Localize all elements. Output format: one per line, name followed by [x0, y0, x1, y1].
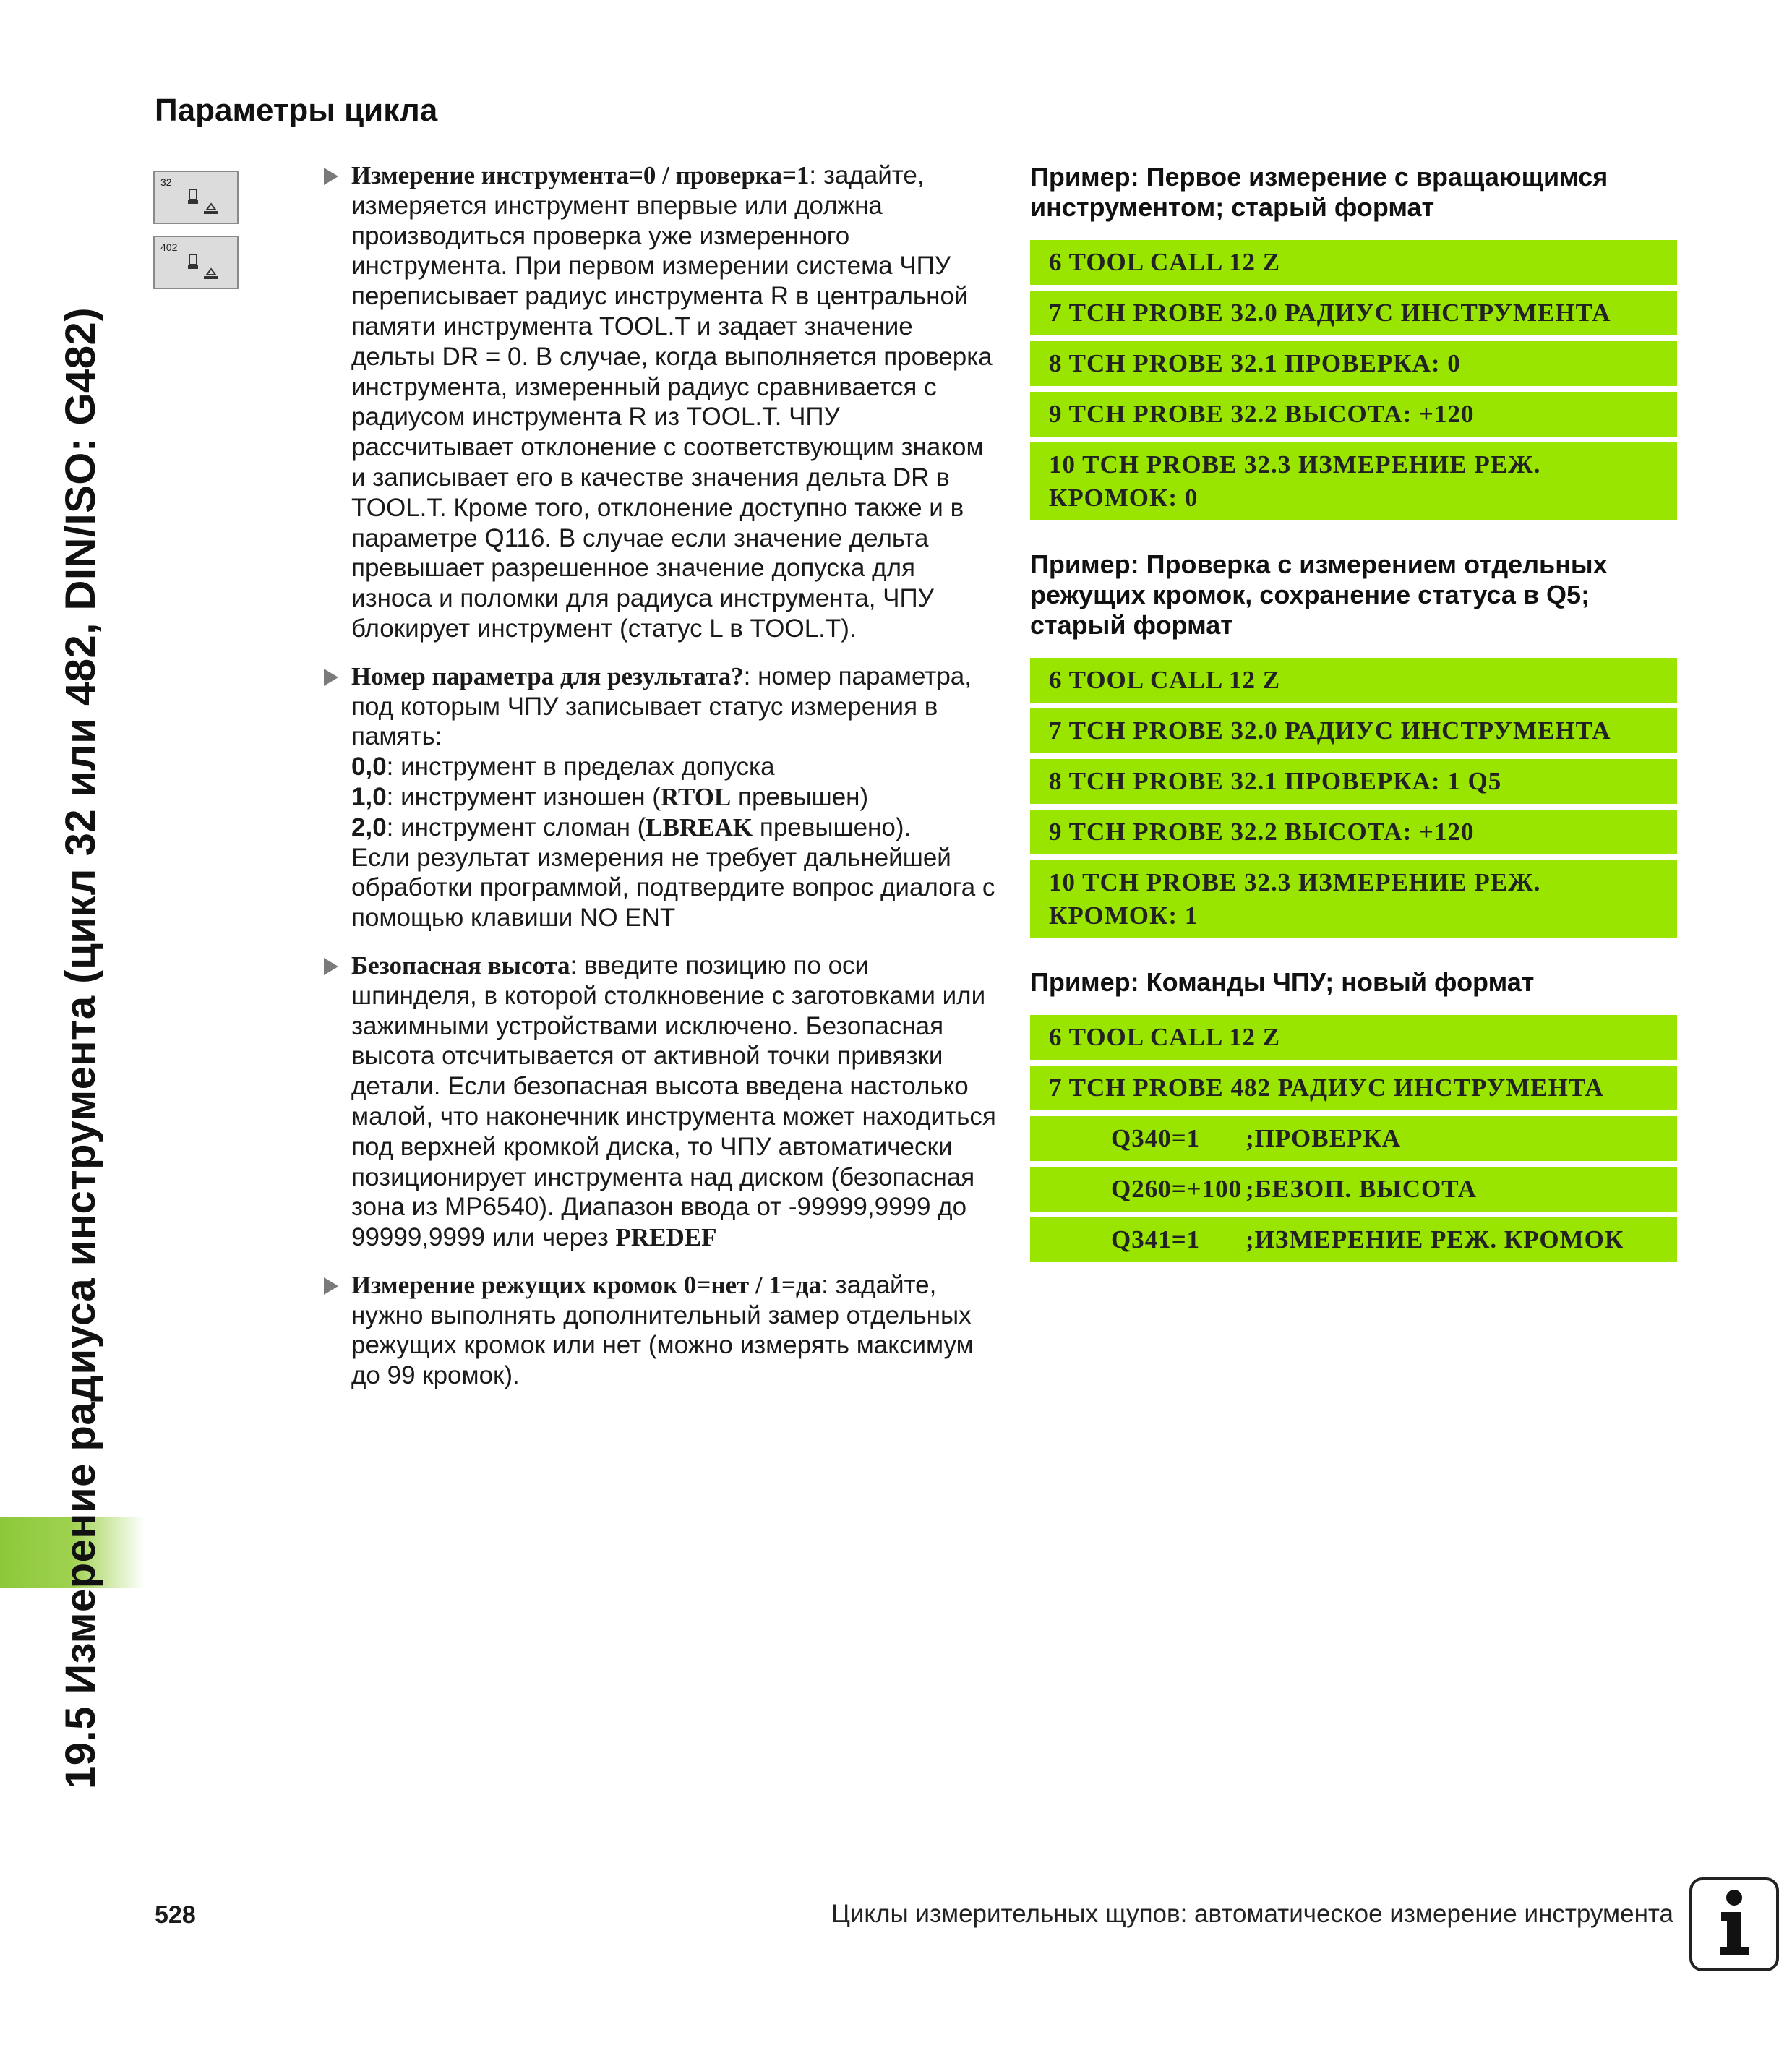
softkey-label: 32	[160, 176, 172, 188]
param-note: Если результат измерения не требует дальнейшей обработки программой, подтвердите вопрос диалога с помощью клавиши NO ENT	[351, 843, 995, 933]
param-safety-height	[324, 951, 996, 1253]
section-title: Параметры цикла	[155, 93, 438, 128]
code-line: 7 TCH PROBE 482 РАДИУС ИНСТРУМЕНТА	[1030, 1066, 1677, 1110]
example-block	[1030, 549, 1677, 938]
status-item: 1,0: инструмент изношен (RTOL превышен)	[351, 782, 869, 811]
probe-tool-radius-icon	[179, 188, 223, 221]
parameter-list	[324, 160, 996, 1408]
code-line: 8 TCH PROBE 32.1 ПРОВЕРКА: 1 Q5	[1030, 759, 1677, 804]
example-title: Пример: Проверка с измерением отдельных режущих кромок, сохранение статуса в Q5; старый формат	[1030, 549, 1608, 640]
example-title: Пример: Команды ЧПУ; новый формат	[1030, 967, 1535, 997]
softkey-label: 402	[160, 241, 178, 253]
param-cutting-edge	[324, 1270, 996, 1391]
param-description: : номер параметра, под которым ЧПУ записывает статус измерения в память:	[351, 661, 972, 751]
code-line: 9 TCH PROBE 32.2 ВЫСОТА: +120	[1030, 810, 1677, 854]
code-line-param: Q340=1 ;ПРОВЕРКА	[1030, 1116, 1677, 1161]
code-line-param: Q341=1 ;ИЗМЕРЕНИЕ РЕЖ. КРОМОК	[1030, 1217, 1677, 1262]
param-label: Безопасная высота	[351, 951, 570, 980]
code-line-param: Q260=+100 ;БЕЗОП. ВЫСОТА	[1030, 1167, 1677, 1212]
param-label: Измерение инструмента=0 / проверка=1	[351, 161, 810, 189]
code-line: 6 TOOL CALL 12 Z	[1030, 1015, 1677, 1060]
softkey-cycle-32	[153, 171, 239, 224]
code-line: 7 TCH PROBE 32.0 РАДИУС ИНСТРУМЕНТА	[1030, 708, 1677, 753]
info-glyph	[1692, 1880, 1776, 1968]
page-number: 528	[155, 1901, 196, 1929]
param-label: Измерение режущих кромок 0=нет / 1=да	[351, 1270, 822, 1299]
code-line: 10 TCH PROBE 32.3 ИЗМЕРЕНИЕ РЕЖ. КРОМОК: 0	[1030, 442, 1677, 520]
status-item: 0,0: инструмент в пределах допуска	[351, 753, 775, 781]
param-measure-or-check	[324, 160, 996, 644]
code-line: 10 TCH PROBE 32.3 ИЗМЕРЕНИЕ РЕЖ. КРОМОК: 1	[1030, 860, 1677, 938]
code-line: 6 TOOL CALL 12 Z	[1030, 658, 1677, 703]
example-title: Пример: Первое измерение с вращающимся инструментом; старый формат	[1030, 162, 1608, 222]
code-line: 6 TOOL CALL 12 Z	[1030, 240, 1677, 285]
bullet-arrow-icon	[324, 168, 338, 185]
param-description: : задайте, измеряется инструмент впервые или должна производиться проверка уже измеренного инструмента. При первом измерении система ЧПУ переписывает радиус инструмента R в центральной памяти инструмента TOOL.T и задает значение дельты DR = 0. В случае, когда выполняется проверка инструмента, измеренный радиус сравнивается с радиусом инструмента R из TOOL.T. ЧПУ рассчитывает отклонение с соответствующим знаком и записывает его в качестве значения дельта DR в TOOL.T. Кроме того, отклонение доступно также и в параметре Q116. В случае если значение дельта превышает разрешенное значение допуска для износа и поломки для радиуса инструмента, ЧПУ блокирует инструмент (статус L в TOOL.T).	[351, 161, 993, 643]
code-line: 8 TCH PROBE 32.1 ПРОВЕРКА: 0	[1030, 341, 1677, 386]
info-icon	[1689, 1877, 1779, 1971]
param-description: : задайте, нужно выполнять дополнительный замер отдельных режущих кромок или нет (можно измерять максимум до 99 кромок).	[351, 1270, 974, 1390]
param-description: : введите позицию по оси шпинделя, в которой столкновение с заготовками или зажимными устройствами исключено. Безопасная высота отсчитывается от активной точки привязки детали. Если безопасная высота введена настолько малой, что наконечник инструмента может находиться под верхней кромкой диска, то ЧПУ автоматически позиционирует инструмента над диском (безопасная зона из MP6540). Диапазон ввода от -99999,9999 до 99999,9999 или через	[351, 951, 996, 1252]
code-line: 7 TCH PROBE 32.0 РАДИУС ИНСТРУМЕНТА	[1030, 291, 1677, 335]
softkey-cycle-402	[153, 236, 239, 289]
predef-keyword: PREDEF	[615, 1223, 717, 1252]
example-block	[1030, 162, 1677, 520]
example-block	[1030, 967, 1677, 1262]
probe-tool-radius-icon	[179, 253, 223, 286]
param-result-number	[324, 661, 996, 933]
bullet-arrow-icon	[324, 669, 338, 686]
code-line: 9 TCH PROBE 32.2 ВЫСОТА: +120	[1030, 392, 1677, 437]
chapter-title-vertical: 19.5 Измерение радиуса инструмента (цикл 32 или 482, DIN/ISO: G482)	[57, 307, 104, 1789]
bullet-arrow-icon	[324, 958, 338, 975]
bullet-arrow-icon	[324, 1277, 338, 1295]
param-label: Номер параметра для результата?	[351, 661, 744, 690]
examples-column	[1030, 162, 1677, 1291]
status-item: 2,0: инструмент сломан (LBREAK превышено).	[351, 813, 912, 841]
footer-chapter-title: Циклы измерительных щупов: автоматическое измерение инструмента	[831, 1900, 1673, 1928]
